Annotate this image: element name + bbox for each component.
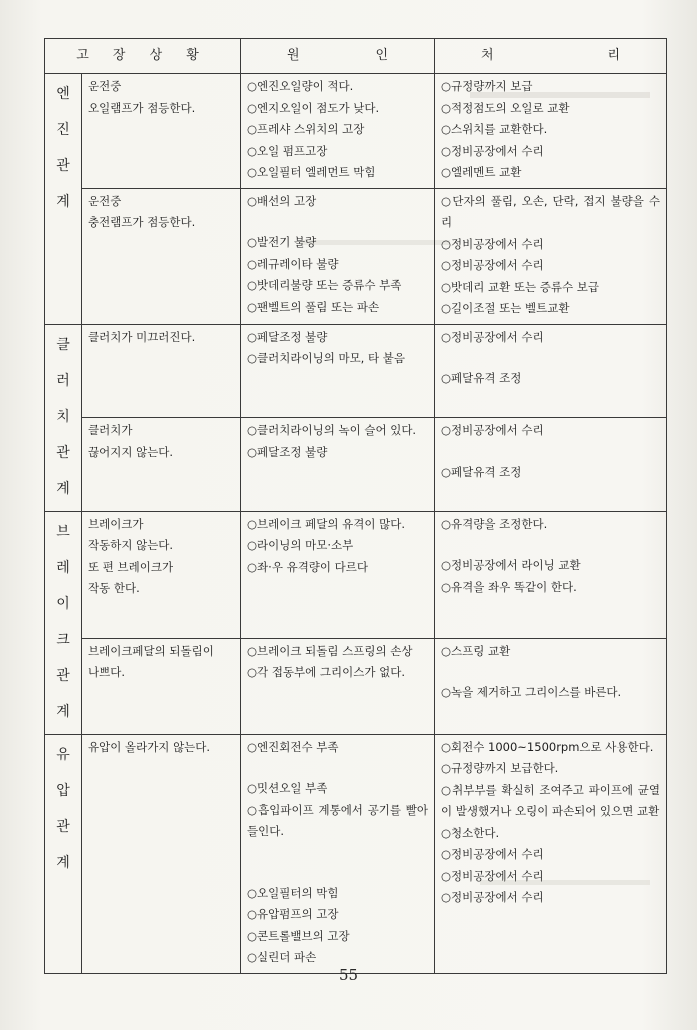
category-char: 계: [56, 194, 70, 210]
symptom-cell: [82, 74, 241, 189]
symptom-text: 클러치가 미끄러진다.: [88, 329, 196, 344]
cause-item: ○엔진오일량이 적다.: [247, 79, 354, 93]
cause-item: ○밋션오일 부족: [247, 781, 328, 795]
category-cell: [45, 734, 82, 973]
action-cell: [435, 74, 667, 189]
action-cell: [435, 638, 667, 734]
spacer: [247, 212, 428, 232]
cause-item: ○각 접동부에 그리이스가 없다.: [247, 665, 405, 680]
category-char: 압: [56, 782, 70, 799]
category-cell: [45, 74, 82, 325]
symptom-text: 브레이크가 작동하지 않는다. 또 편 브레이크가 작동 한다.: [88, 516, 174, 595]
cause-item: ○발전기 불량: [247, 235, 317, 249]
spacer: [441, 348, 660, 368]
action-item: ○유격을 좌우 똑같이 한다.: [441, 579, 577, 594]
cause-item: ○페달조정 불량: [247, 329, 328, 344]
category-char: 레: [56, 559, 70, 576]
action-item: ○회전수 1000~1500rpm으로 사용한다.: [441, 739, 654, 754]
action-item: ○정비공장에서 라이닝 교환: [441, 558, 581, 572]
header-cause-char: 인: [375, 48, 389, 64]
cause-cell: [241, 74, 435, 189]
action-cell: [435, 734, 667, 973]
symptom-text: 운전중 충전램프가 점등한다.: [88, 193, 196, 229]
category-char: 계: [56, 703, 70, 720]
action-item: ○청소한다.: [441, 825, 500, 840]
action-item: ○정비공장에서 수리: [441, 423, 544, 437]
category-char: 클: [56, 336, 70, 353]
cause-item: ○엔지오일이 점도가 낮다.: [247, 100, 380, 115]
action-item: ○밧데리 교환 또는 증류수 보급: [441, 279, 599, 294]
category-char: 치: [56, 408, 70, 425]
fault-table: [44, 38, 667, 974]
symptom-cell: [82, 188, 241, 324]
category-char: 진: [56, 122, 70, 138]
cause-cell: [241, 188, 435, 324]
action-item: ○정비공장에서 수리: [441, 143, 544, 158]
cause-cell: [241, 324, 435, 418]
action-item: ○정비공장에서 수리: [441, 329, 544, 344]
category-char: 관: [56, 444, 70, 461]
table-row: [45, 418, 667, 512]
category-cell: [45, 324, 82, 511]
cause-item: ○좌·우 유격량이 다르다: [247, 559, 368, 574]
header-action-char: 리: [607, 48, 621, 64]
spacer: [247, 758, 428, 778]
action-item: ○정비공장에서 수리: [441, 868, 544, 883]
category-char: 관: [56, 158, 70, 174]
table-header-row: [45, 39, 667, 74]
cause-item: ○페달조정 불량: [247, 444, 328, 459]
action-item: ○규정량까지 보급: [441, 79, 533, 93]
header-symptom: 고 장 상 황: [45, 39, 241, 74]
action-item: ○엘레멘트 교환: [441, 165, 522, 179]
category-char: 관: [56, 667, 70, 684]
header-cause: [241, 39, 435, 74]
spacer: [441, 442, 660, 462]
cause-item: ○실린더 파손: [247, 950, 317, 964]
symptom-cell: [82, 418, 241, 512]
category-char: 이: [56, 595, 70, 612]
table-row: [45, 188, 667, 324]
action-item: ○단자의 풀림, 오손, 단락, 접지 불량을 수리: [441, 193, 661, 229]
cause-cell: [241, 418, 435, 512]
cause-item: ○레규레이타 불량: [247, 256, 339, 271]
header-cause-char: 원: [287, 48, 300, 64]
category-char: 유: [56, 746, 70, 763]
cause-item: ○프레샤 스위치의 고장: [247, 122, 365, 136]
table-row: [45, 324, 667, 418]
cause-cell: [241, 638, 435, 734]
symptom-text: 유압이 올라가지 않는다.: [88, 739, 211, 754]
action-item: ○규정량까지 보급한다.: [441, 761, 559, 775]
action-item: ○정비공장에서 수리: [441, 236, 544, 251]
action-item: ○적정점도의 오일로 교환: [441, 100, 570, 115]
action-cell: [435, 324, 667, 418]
action-item: ○스프링 교환: [441, 643, 511, 658]
spacer: [247, 863, 428, 883]
header-action: [435, 39, 667, 74]
action-item: ○녹을 제거하고 그리이스를 바른다.: [441, 685, 622, 700]
cause-item: ○브레이크 페달의 유격이 많다.: [247, 516, 405, 531]
cause-cell: [241, 511, 435, 638]
symptom-cell: [82, 324, 241, 418]
category-char: 브: [56, 523, 70, 540]
category-char: 계: [56, 480, 70, 497]
spacer: [441, 662, 660, 682]
action-item: ○정비공장에서 수리: [441, 847, 544, 861]
cause-item: ○흡입파이프 계통에서 공기를 빨아 들인다.: [247, 802, 429, 838]
symptom-text: 클러치가 끊어지지 않는다.: [88, 423, 174, 459]
cause-item: ○브레이크 되돌림 스프링의 손상: [247, 643, 413, 658]
category-char: 관: [56, 818, 70, 835]
action-cell: [435, 511, 667, 638]
action-cell: [435, 418, 667, 512]
cause-cell: [241, 734, 435, 973]
action-item: ○유격량을 조정한다.: [441, 516, 548, 531]
cause-item: ○라이닝의 마모·소부: [247, 538, 354, 552]
action-item: ○정비공장에서 수리: [441, 258, 544, 272]
cause-item: ○클러치라이닝의 녹이 슬어 있다.: [247, 423, 417, 437]
spacer: [441, 535, 660, 555]
cause-item: ○팬벨트의 풀림 또는 파손: [247, 299, 380, 314]
header-action-char: 처: [481, 48, 494, 64]
table-row: [45, 74, 667, 189]
category-char: 엔: [56, 86, 70, 102]
table-row: [45, 734, 667, 973]
cause-item: ○엔진회전수 부족: [247, 739, 339, 754]
cause-item: ○오일 펌프고장: [247, 143, 328, 158]
cause-item: ○오일필터 엘레먼트 막힘: [247, 165, 376, 179]
symptom-text: 브레이크페달의 되돌림이 나쁘다.: [88, 643, 214, 680]
symptom-cell: [82, 511, 241, 638]
action-item: ○정비공장에서 수리: [441, 890, 544, 904]
table-row: [45, 511, 667, 638]
cause-item: ○밧데리불량 또는 증류수 부족: [247, 278, 402, 292]
page-number: 55: [338, 966, 359, 984]
category-char: 계: [56, 854, 70, 871]
category-char: 크: [56, 631, 70, 648]
table-row: [45, 638, 667, 734]
action-cell: [435, 188, 667, 324]
cause-item: ○오일필터의 막힘: [247, 885, 339, 900]
symptom-text: 운전중 오일램프가 점등한다.: [88, 79, 196, 115]
symptom-cell: [82, 638, 241, 734]
action-item: ○페달유격 조정: [441, 464, 522, 479]
cause-item: ○유압펌프의 고장: [247, 907, 339, 921]
action-item: ○취부부를 확실히 조여주고 파이프에 균열이 발생했거나 오링이 파손되어 있으면 교환: [441, 782, 661, 818]
action-item: ○페달유격 조정: [441, 371, 522, 385]
action-item: ○길이조절 또는 벨트교환: [441, 301, 570, 315]
cause-item: ○콘트롤밸브의 고장: [247, 928, 350, 943]
action-item: ○스위치를 교환한다.: [441, 122, 548, 136]
cause-item: ○배선의 고장: [247, 193, 317, 208]
symptom-cell: [82, 734, 241, 973]
spacer: [247, 843, 428, 863]
category-cell: [45, 511, 82, 734]
category-char: 러: [56, 372, 70, 389]
cause-item: ○클러치라이닝의 마모, 타 붙음: [247, 351, 405, 365]
